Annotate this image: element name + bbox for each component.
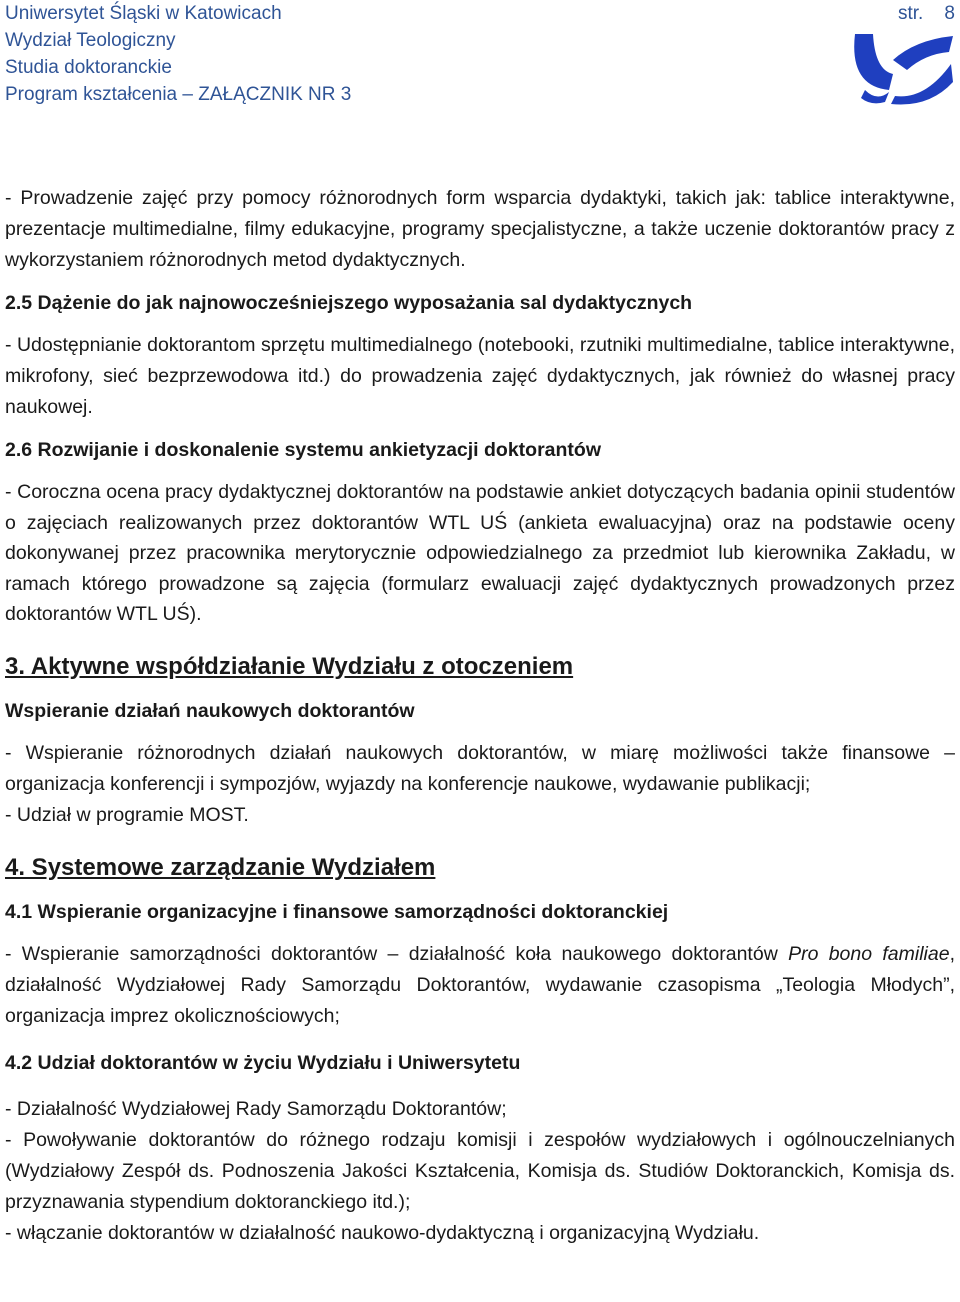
header-university: Uniwersytet Śląski w Katowicach [5, 3, 282, 24]
section-3-title: 3. Aktywne współdziałanie Wydziału z otoczeniem [5, 652, 574, 680]
paragraph-teaching-methods: - Prowadzenie zajęć przy pomocy różnorodnych form wsparcia dydaktyki, takich jak: tablice interaktywne, prezentacje multimedialne, filmy edukacyjne, programy specjalistyczne, a także uczenie doktorantów pracy z wykorzystaniem różnorodnych metod dydaktycznych. [5, 187, 955, 271]
paragraph-involvement: - włączanie doktorantów w działalność naukowo-dydaktyczną i organizacyjną Wydziału. [5, 1221, 760, 1244]
heading-support-research: Wspieranie działań naukowych doktorantów [5, 699, 415, 722]
page-number [898, 0, 955, 27]
paragraph-committees: - Powoływanie doktorantów do różnego rodzaju komisji i zespołów wydziałowych i ogólnouczelnianych (Wydziałowy Zespół ds. Podnoszenia Jakości Kształcenia, Komisja ds. Studiów Doktoranckich, Komisja ds. przyznawania stypendium doktoranckiego itd.); [5, 1128, 955, 1213]
heading-2-6: 2.6 Rozwijanie i doskonalenie systemu ankietyzacji doktorantów [5, 439, 602, 461]
paragraph-equipment: - Udostępnianie doktorantom sprzętu multimedialnego (notebooki, rzutniki multimedialne, tablice interaktywne, mikrofony, sieć bezprzewodowa itd.) do prowadzenia zajęć dydaktycznych, jak również do własnej pracy naukowej. [5, 334, 955, 418]
university-logo-icon [845, 30, 955, 105]
header-faculty: Wydział Teologiczny [5, 30, 176, 51]
paragraph-self-government-a: - Wspieranie samorządności doktorantów – działalność koła naukowego doktorantów [5, 942, 789, 965]
section-4-title: 4. Systemowe zarządzanie Wydziałem [5, 853, 436, 881]
heading-4-2: 4.2 Udział doktorantów w życiu Wydziału i Uniwersytetu [5, 1051, 521, 1074]
page-header [5, 0, 955, 110]
paragraph-self-government [5, 939, 955, 1032]
paragraph-self-government-b: , działalność Wydziałowej Rady Samorządu Doktorantów, wydawanie czasopisma „Teologia Młodych”, organizacja imprez okolicznościowych; [5, 942, 955, 1027]
page-number-value: 8 [944, 3, 955, 24]
paragraph-self-government-italic: Pro bono familiae [788, 942, 950, 965]
paragraph-research-support: - Wspieranie różnorodnych działań naukowych doktorantów, w miarę możliwości także finansowe – organizacja konferencji i sympozjów, wyjazdy na konferencje naukowe, wydawanie publikacji; [5, 741, 955, 795]
heading-4-1: 4.1 Wspieranie organizacyjne i finansowe samorządności doktoranckiej [5, 900, 669, 923]
paragraph-council: - Działalność Wydziałowej Rady Samorządu Doktorantów; [5, 1097, 507, 1120]
page-label: str. [897, 3, 924, 24]
paragraph-evaluation: - Coroczna ocena pracy dydaktycznej doktorantów na podstawie ankiet dotyczących badania opinii studentów o zajęciach realizowanych przez doktorantów WTL UŚ (ankieta ewaluacyjna) oraz na podstawie oceny dokonywanej przez pracownika merytorycznie odpowiedzialnego za przedmiot lub kierownika Zakładu, w ramach którego prowadzone są zajęcia (formularz ewaluacji zajęć dydaktycznych prowadzonych przez doktorantów WTL UŚ). [5, 481, 955, 625]
document-body [5, 183, 955, 1249]
header-studies: Studia doktoranckie [5, 57, 172, 78]
paragraph-most-program: - Udział w programie MOST. [5, 803, 249, 826]
heading-2-5: 2.5 Dążenie do jak najnowocześniejszego wyposażania sal dydaktycznych [5, 292, 693, 314]
header-program: Program kształcenia – ZAŁĄCZNIK NR 3 [5, 84, 352, 105]
